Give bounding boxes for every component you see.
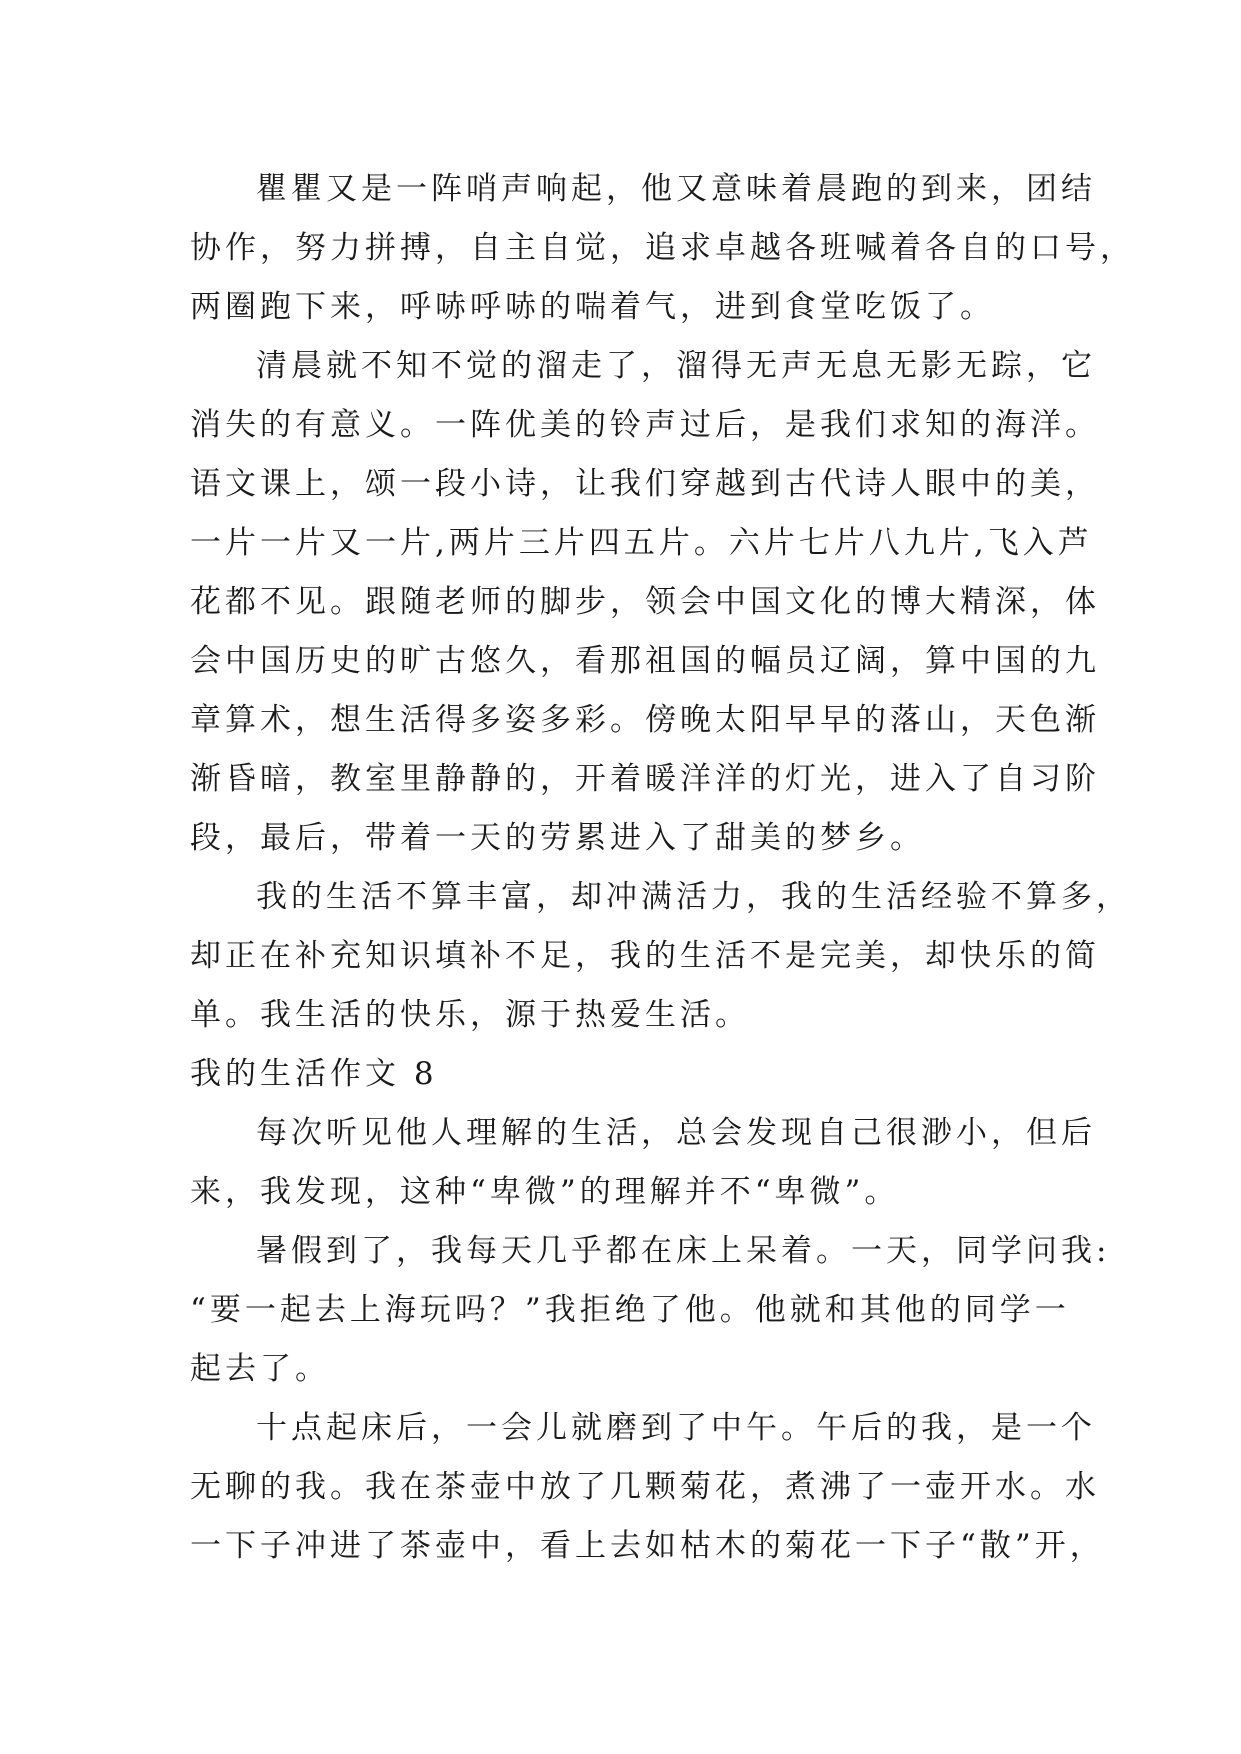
paragraph [190,868,1131,1045]
document-page [190,160,1135,1576]
text-line: 清晨就不知不觉的溜走了，溜得无声无息无影无踪，它 [256,348,1096,384]
text-line: 单。我生活的快乐，源于热爱生活。 [190,997,750,1033]
text-line: 一下子冲进了茶壶中，看上去如枯木的菊花一下子“散”开， [190,1528,1105,1564]
section-heading [190,1045,1050,1104]
paragraph [190,1399,1105,1576]
paragraph [190,160,1135,337]
text-line: 来，我发现，这种“卑微”的理解并不“卑微”。 [190,1174,900,1210]
text-line: 一片一片又一片,两片三片四五片。六片七片八九片,飞入芦 [190,525,1093,561]
text-line: 花都不见。跟随老师的脚步，领会中国文化的博大精深，体 [190,584,1100,620]
heading-text: 我的生活作文 8 [190,1056,438,1092]
text-line: 无聊的我。我在茶壶中放了几颗菊花，煮沸了一壶开水。水 [190,1469,1100,1505]
text-line: 瞿瞿又是一阵哨声响起，他又意味着晨跑的到来，团结 [256,171,1096,207]
paragraph [190,1104,1096,1222]
text-line: 十点起床后，一会儿就磨到了中午。午后的我，是一个 [256,1410,1096,1446]
text-line: 暑假到了，我每天几乎都在床上呆着。一天，同学问我: [256,1233,1111,1269]
text-line: 却正在补充知识填补不足，我的生活不是完美，却快乐的简 [190,938,1100,974]
text-line: 我的生活不算丰富，却冲满活力，我的生活经验不算多， [256,879,1131,915]
text-line: 两圈跑下来，呼哧呼哧的喘着气，进到食堂吃饭了。 [190,289,995,325]
text-line: 起去了。 [190,1351,330,1387]
paragraph [190,1222,1111,1399]
text-line: 段，最后，带着一天的劳累进入了甜美的梦乡。 [190,820,925,856]
text-line: 每次听见他人理解的生活，总会发现自己很渺小，但后 [256,1115,1096,1151]
text-line: “要一起去上海玩吗？”我拒绝了他。他就和其他的同学一 [190,1292,1070,1328]
paragraph [190,337,1100,868]
text-line: 消失的有意义。一阵优美的铃声过后，是我们求知的海洋。 [190,407,1100,443]
text-line: 渐昏暗，教室里静静的，开着暖洋洋的灯光，进入了自习阶 [190,761,1100,797]
text-line: 章算术，想生活得多姿多彩。傍晚太阳早早的落山，天色渐 [190,702,1100,738]
text-line: 协作，努力拼搏，自主自觉，追求卓越各班喊着各自的口号， [190,230,1135,266]
text-line: 会中国历史的旷古悠久，看那祖国的幅员辽阔，算中国的九 [190,643,1100,679]
text-line: 语文课上，颂一段小诗，让我们穿越到古代诗人眼中的美， [190,466,1100,502]
